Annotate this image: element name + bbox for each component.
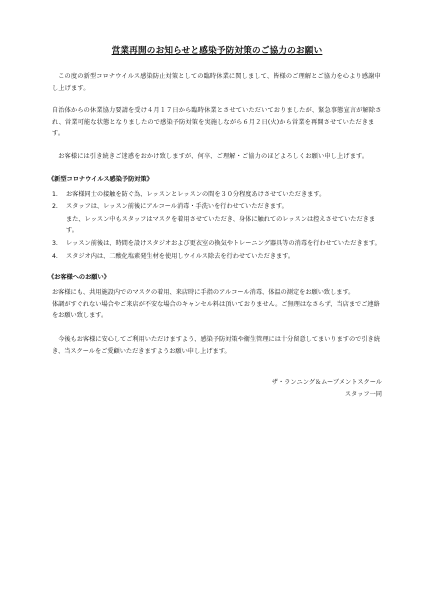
apology-paragraph: お客様には引き続きご迷惑をおかけ致しますが、何卒、ご理解・ご協力のほどよろしくお願い申し上げます。 [58,152,369,160]
measures-list [52,189,382,263]
list-item [52,189,382,201]
signature-block [52,377,382,401]
list-item-text: また、レッスン中もスタッフはマスクを着用させていただき、身体に触れてのレッスンは控えさせていただきます。 [66,215,375,235]
signature-org: ザ・ランニング＆ムーブメントスクール [271,379,382,387]
list-item-number: 2. [52,203,58,211]
request-line-cancel: 体調がすぐれない場合やご来店が不安な場合のキャンセル料は頂いておりません。ご無理はなさらず、当店までご連絡をお願い致します。 [52,300,380,320]
measures-heading: 《新型コロナウイルス感染予防対策》 [48,175,153,183]
list-item-text: レッスン前後は、時間を設けスタジオおよび更衣室の換気やトレーニング器具等の消毒を行わせていただきます。 [66,239,381,247]
list-item-text: スタジオ内は、二酸化塩素発生材を使用しウイルス除去を行わせていただきます。 [66,252,295,260]
list-item [52,201,382,213]
page-title: 営業再開のお知らせと感染予防対策のご協力のお願い [111,46,323,56]
closing-paragraph: 今後もお客様に安心してご利用いただけますよう、感染予防対策や衛生管理には十分留意してまいりますので引き続き、当スクールをご愛顧いただきますようお願い申し上げます。 [52,335,380,355]
list-item [52,214,382,237]
list-item-number: 3. [52,239,58,247]
list-item [52,238,382,250]
reopen-paragraph: 自治体からの休業協力要請を受け４月１７日から臨時休業とさせていただいておりましたが、緊急事態宣言が解除され、営業可能な状態となりましたので感染予防対策を実施しながら６月２日(火)から営業を再開させていただきます。 [52,107,382,138]
list-item-text: お客様同士の接触を防ぐ為、レッスンとレッスンの間を３０分程度あけさせていただきます。 [66,190,326,198]
list-item-text: スタッフは、レッスン前後にアルコール消毒・手洗いを行わせていただきます。 [66,203,288,211]
list-item-number: 4. [52,252,58,260]
signature-staff: スタッフ一同 [344,391,382,399]
list-item [52,251,382,263]
request-line-mask: お客様にも、共用施設内でのマスクの着用、来店時に手指のアルコール消毒、体温の測定をお願い致します。 [52,289,355,297]
requests-heading: 《お客様へのお願い》 [48,274,110,282]
list-item-number: 1. [52,190,58,198]
intro-paragraph: この度の新型コロナウイルス感染防止対策としての臨時休業に関しまして、皆様のご理解とご協力を心より感謝申し上げます。 [52,73,381,92]
